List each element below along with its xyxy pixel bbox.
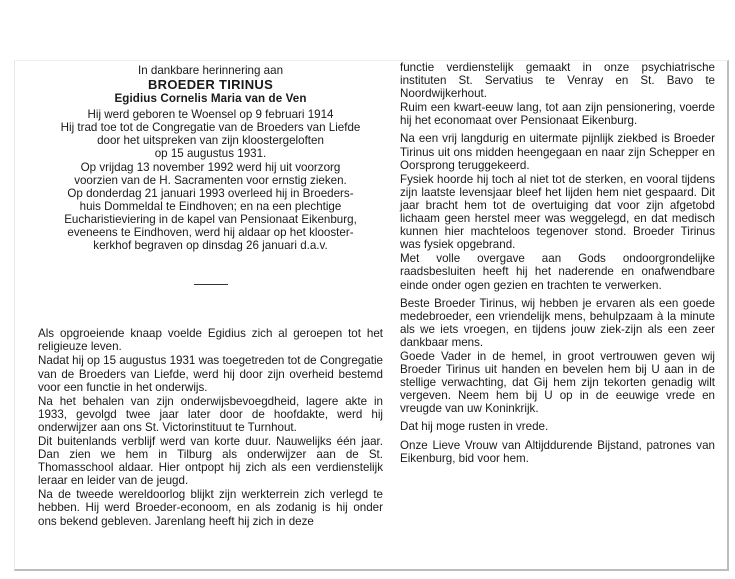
divider-line bbox=[194, 284, 228, 285]
bio-line: voorzien van de H. Sacramenten voor ernstig zieken. bbox=[74, 173, 347, 187]
deceased-name: BROEDER TIRINUS bbox=[147, 77, 274, 93]
paragraph: Nadat hij op 15 augustus 1931 was toegetreden tot de Congregatie van de Broeders van Liefde, werd hij door zijn overheid bestemd voor een functie in het onderwijs. bbox=[38, 354, 383, 394]
paragraph: Met volle overgave aan Gods ondoorgrondelijke raadsbesluiten heeft hij het naderende en onafwendbare einde onder ogen gezien en trachten te verwerken. bbox=[400, 252, 715, 292]
bio-line: Hij trad toe tot de Congregatie van de Broeders van Liefde bbox=[60, 121, 361, 135]
right-column bbox=[400, 61, 715, 466]
bio-line: Op vrijdag 13 november 1992 werd hij uit voorzorg bbox=[80, 160, 341, 174]
memorial-card bbox=[14, 60, 729, 571]
bio-block bbox=[38, 108, 383, 252]
bio-line: Op donderdag 21 januari 1993 overleed hij in Broeders- bbox=[67, 186, 354, 200]
bio-line: kerkhof begraven op dinsdag 26 januari d.a.v. bbox=[93, 239, 328, 253]
bio-line: op 15 augustus 1931. bbox=[154, 147, 267, 161]
paragraph: Onze Lieve Vrouw van Altijddurende Bijstand, patrones van Eikenburg, bid voor hem. bbox=[400, 438, 715, 465]
bio-line: huis Dommeldal te Eindhoven; en na een plechtige bbox=[79, 199, 342, 213]
paragraph: Fysiek hoorde hij toch al niet tot de sterken, en vooral tijdens zijn laatste levensjaar bleef het lijden hem niet gespaard. Dit jaar bracht hem tot de overtuiging dat voor zijn afgetobd lichaam geen herstel meer was weggelegd, en dat medisch kunnen hier machteloos tegenover stond. Broeder Tirinus was fysiek opgebrand. bbox=[400, 172, 715, 252]
bio-line: Eucharistieviering in de kapel van Pensionaat Eikenburg, bbox=[64, 212, 357, 226]
paragraph: Goede Vader in de hemel, in groot vertrouwen geven wij Broeder Tirinus uit handen en bevelen hem bij U aan in de stellige verwachting, dat Gij hem zijn tekorten genadig wilt vergeven. Neem hem bij U op in de eeuwige vrede en vreugde van uw Koninkrijk. bbox=[400, 349, 715, 416]
paragraph: functie verdienstelijk gemaakt in onze psychiatrische instituten St. Servatius te Venray en St. Bavo te Noordwijkerhout. bbox=[400, 61, 715, 101]
bio-line: door het uitspreken van zijn kloostergeloften bbox=[97, 134, 324, 148]
paragraph: Dit buitenlands verblijf werd van korte duur. Nauwelijks één jaar. Dan zien we hem in Tilburg als onderwijzer aan de St. Thomasschool aldaar. Hier ontpopt hij zich als een verdienstelijk leraar en leider van de jeugd. bbox=[38, 434, 383, 488]
paragraph: Na het behalen van zijn onderwijsbevoegdheid, lagere akte in 1933, gevolgd twee jaar later door de hoofdakte, werd hij onderwijzer aan ons St. Victorinstituut te Turnhout. bbox=[38, 394, 383, 434]
paragraph: Als opgroeiende knaap voelde Egidius zich al geroepen tot het religieuze leven. bbox=[38, 327, 383, 354]
paragraph: Beste Broeder Tirinus, wij hebben je ervaren als een goede medebroeder, een vriendelijk mens, behulpzaam à la minute als we iets vroegen, en tijdens jouw ziek-zijn als een zeer dankbaar mens. bbox=[400, 296, 715, 349]
intro-line: In dankbare herinnering aan bbox=[137, 64, 284, 77]
paragraph: Na een vrij langdurig en uitermate pijnlijk ziekbed is Broeder Tirinus uit ons midden heengegaan en naar zijn Schepper en Oorsprong teruggekeerd. bbox=[400, 132, 715, 172]
bio-line: Hij werd geboren te Woensel op 9 februari 1914 bbox=[87, 108, 334, 122]
paragraph: Dat hij moge rusten in vrede. bbox=[400, 420, 549, 434]
bio-line: eveneens te Eindhoven, werd hij aldaar op het klooster- bbox=[67, 226, 354, 240]
left-body bbox=[38, 327, 383, 527]
paragraph: Na de tweede wereldoorlog blijkt zijn werkterrein zich verlegd te hebben. Hij werd Broeder-econoom, en als zodanig is hij onder ons bekend gebleven. Jarenlang heeft hij zich in deze bbox=[38, 488, 383, 528]
left-column bbox=[38, 64, 383, 529]
full-name: Egidius Cornelis Maria van de Ven bbox=[114, 92, 307, 106]
paragraph: Ruim een kwart-eeuw lang, tot aan zijn pensionering, voerde hij het economaat over Pensionaat Eikenburg. bbox=[400, 101, 715, 128]
